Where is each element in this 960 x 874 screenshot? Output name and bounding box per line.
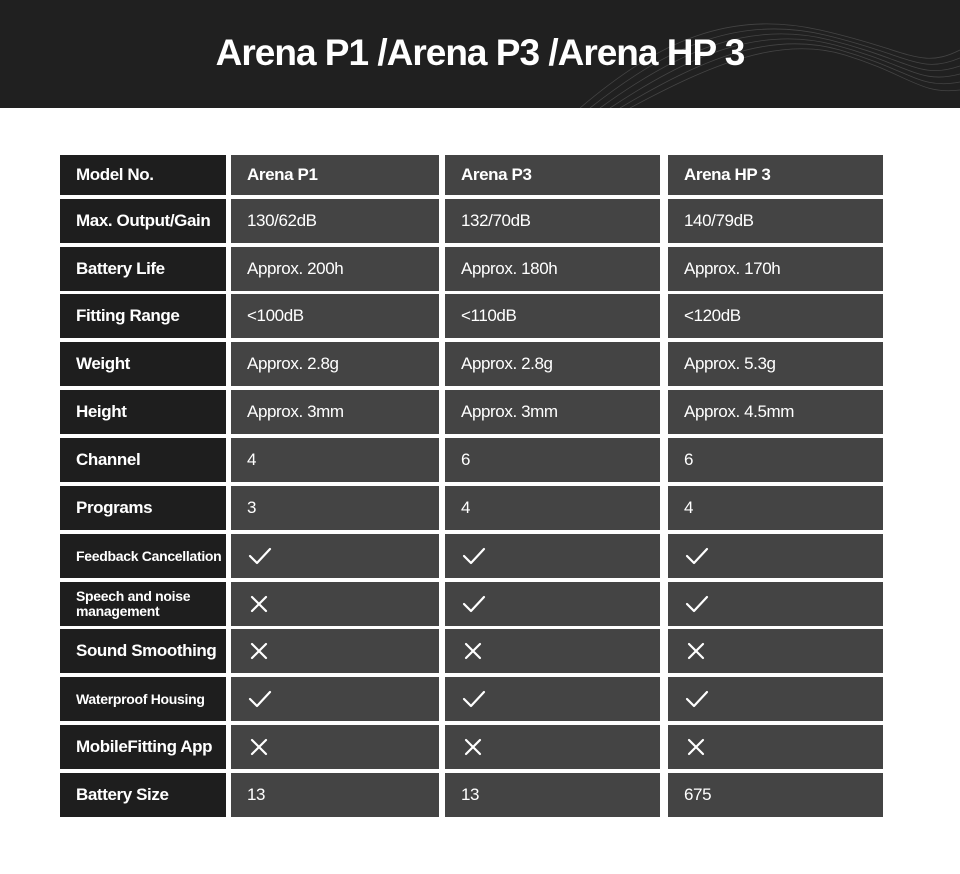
cross-icon — [247, 592, 273, 616]
check-icon — [684, 544, 710, 568]
row-label-cell: Speech and noise management — [60, 582, 226, 626]
model-name-cell: Arena HP 3 — [668, 155, 883, 195]
spec-value-cell: 4 — [668, 486, 883, 530]
spec-value-cell: 6 — [445, 438, 660, 482]
spec-value-cell: Approx. 2.8g — [231, 342, 439, 386]
feature-mark-cell — [445, 629, 660, 673]
row-label-cell: Height — [60, 390, 226, 434]
feature-mark-cell — [231, 677, 439, 721]
spec-value-cell: Approx. 4.5mm — [668, 390, 883, 434]
feature-mark-cell — [445, 725, 660, 769]
cross-icon — [684, 639, 710, 663]
row-label-cell: Max. Output/Gain — [60, 199, 226, 243]
spec-value-cell: 4 — [231, 438, 439, 482]
row-label-cell: Battery Size — [60, 773, 226, 817]
feature-mark-cell — [668, 582, 883, 626]
row-label-cell: Feedback Cancellation — [60, 534, 226, 578]
row-label-cell: Battery Life — [60, 247, 226, 291]
feature-mark-cell — [231, 629, 439, 673]
check-icon — [247, 544, 273, 568]
spec-value-cell: <110dB — [445, 294, 660, 338]
row-label-cell: Weight — [60, 342, 226, 386]
spec-value-cell: Approx. 180h — [445, 247, 660, 291]
spec-value-cell: 6 — [668, 438, 883, 482]
spec-value-cell: Approx. 2.8g — [445, 342, 660, 386]
row-label-cell: Waterproof Housing — [60, 677, 226, 721]
cross-icon — [247, 639, 273, 663]
row-label-cell: MobileFitting App — [60, 725, 226, 769]
model-name-cell: Arena P3 — [445, 155, 660, 195]
cross-icon — [461, 639, 487, 663]
feature-mark-cell — [445, 534, 660, 578]
row-label-cell: Programs — [60, 486, 226, 530]
spec-value-cell: 675 — [668, 773, 883, 817]
spec-value-cell: 13 — [445, 773, 660, 817]
spec-table — [60, 155, 883, 817]
spec-value-cell: 132/70dB — [445, 199, 660, 243]
feature-mark-cell — [231, 534, 439, 578]
page-title: Arena P1 /Arena P3 /Arena HP 3 — [215, 32, 745, 73]
title-banner — [0, 0, 960, 108]
check-icon — [461, 687, 487, 711]
spec-value-cell: 130/62dB — [231, 199, 439, 243]
spec-value-cell: Approx. 3mm — [445, 390, 660, 434]
feature-mark-cell — [231, 725, 439, 769]
feature-mark-cell — [445, 677, 660, 721]
check-icon — [247, 687, 273, 711]
cross-icon — [247, 735, 273, 759]
feature-mark-cell — [668, 629, 883, 673]
feature-mark-cell — [668, 725, 883, 769]
model-name-cell: Arena P1 — [231, 155, 439, 195]
check-icon — [461, 544, 487, 568]
header-label-cell: Model No. — [60, 155, 226, 195]
cross-icon — [684, 735, 710, 759]
spec-value-cell: Approx. 3mm — [231, 390, 439, 434]
spec-value-cell: 13 — [231, 773, 439, 817]
spec-value-cell: <100dB — [231, 294, 439, 338]
feature-mark-cell — [231, 582, 439, 626]
spec-value-cell: 3 — [231, 486, 439, 530]
row-label-cell: Fitting Range — [60, 294, 226, 338]
spec-value-cell: 4 — [445, 486, 660, 530]
row-label-cell: Channel — [60, 438, 226, 482]
feature-mark-cell — [668, 534, 883, 578]
spec-value-cell: 140/79dB — [668, 199, 883, 243]
spec-value-cell: Approx. 5.3g — [668, 342, 883, 386]
cross-icon — [461, 735, 487, 759]
check-icon — [684, 592, 710, 616]
spec-value-cell: Approx. 170h — [668, 247, 883, 291]
feature-mark-cell — [668, 677, 883, 721]
check-icon — [461, 592, 487, 616]
spec-value-cell: Approx. 200h — [231, 247, 439, 291]
row-label-cell: Sound Smoothing — [60, 629, 226, 673]
spec-value-cell: <120dB — [668, 294, 883, 338]
check-icon — [684, 687, 710, 711]
feature-mark-cell — [445, 582, 660, 626]
